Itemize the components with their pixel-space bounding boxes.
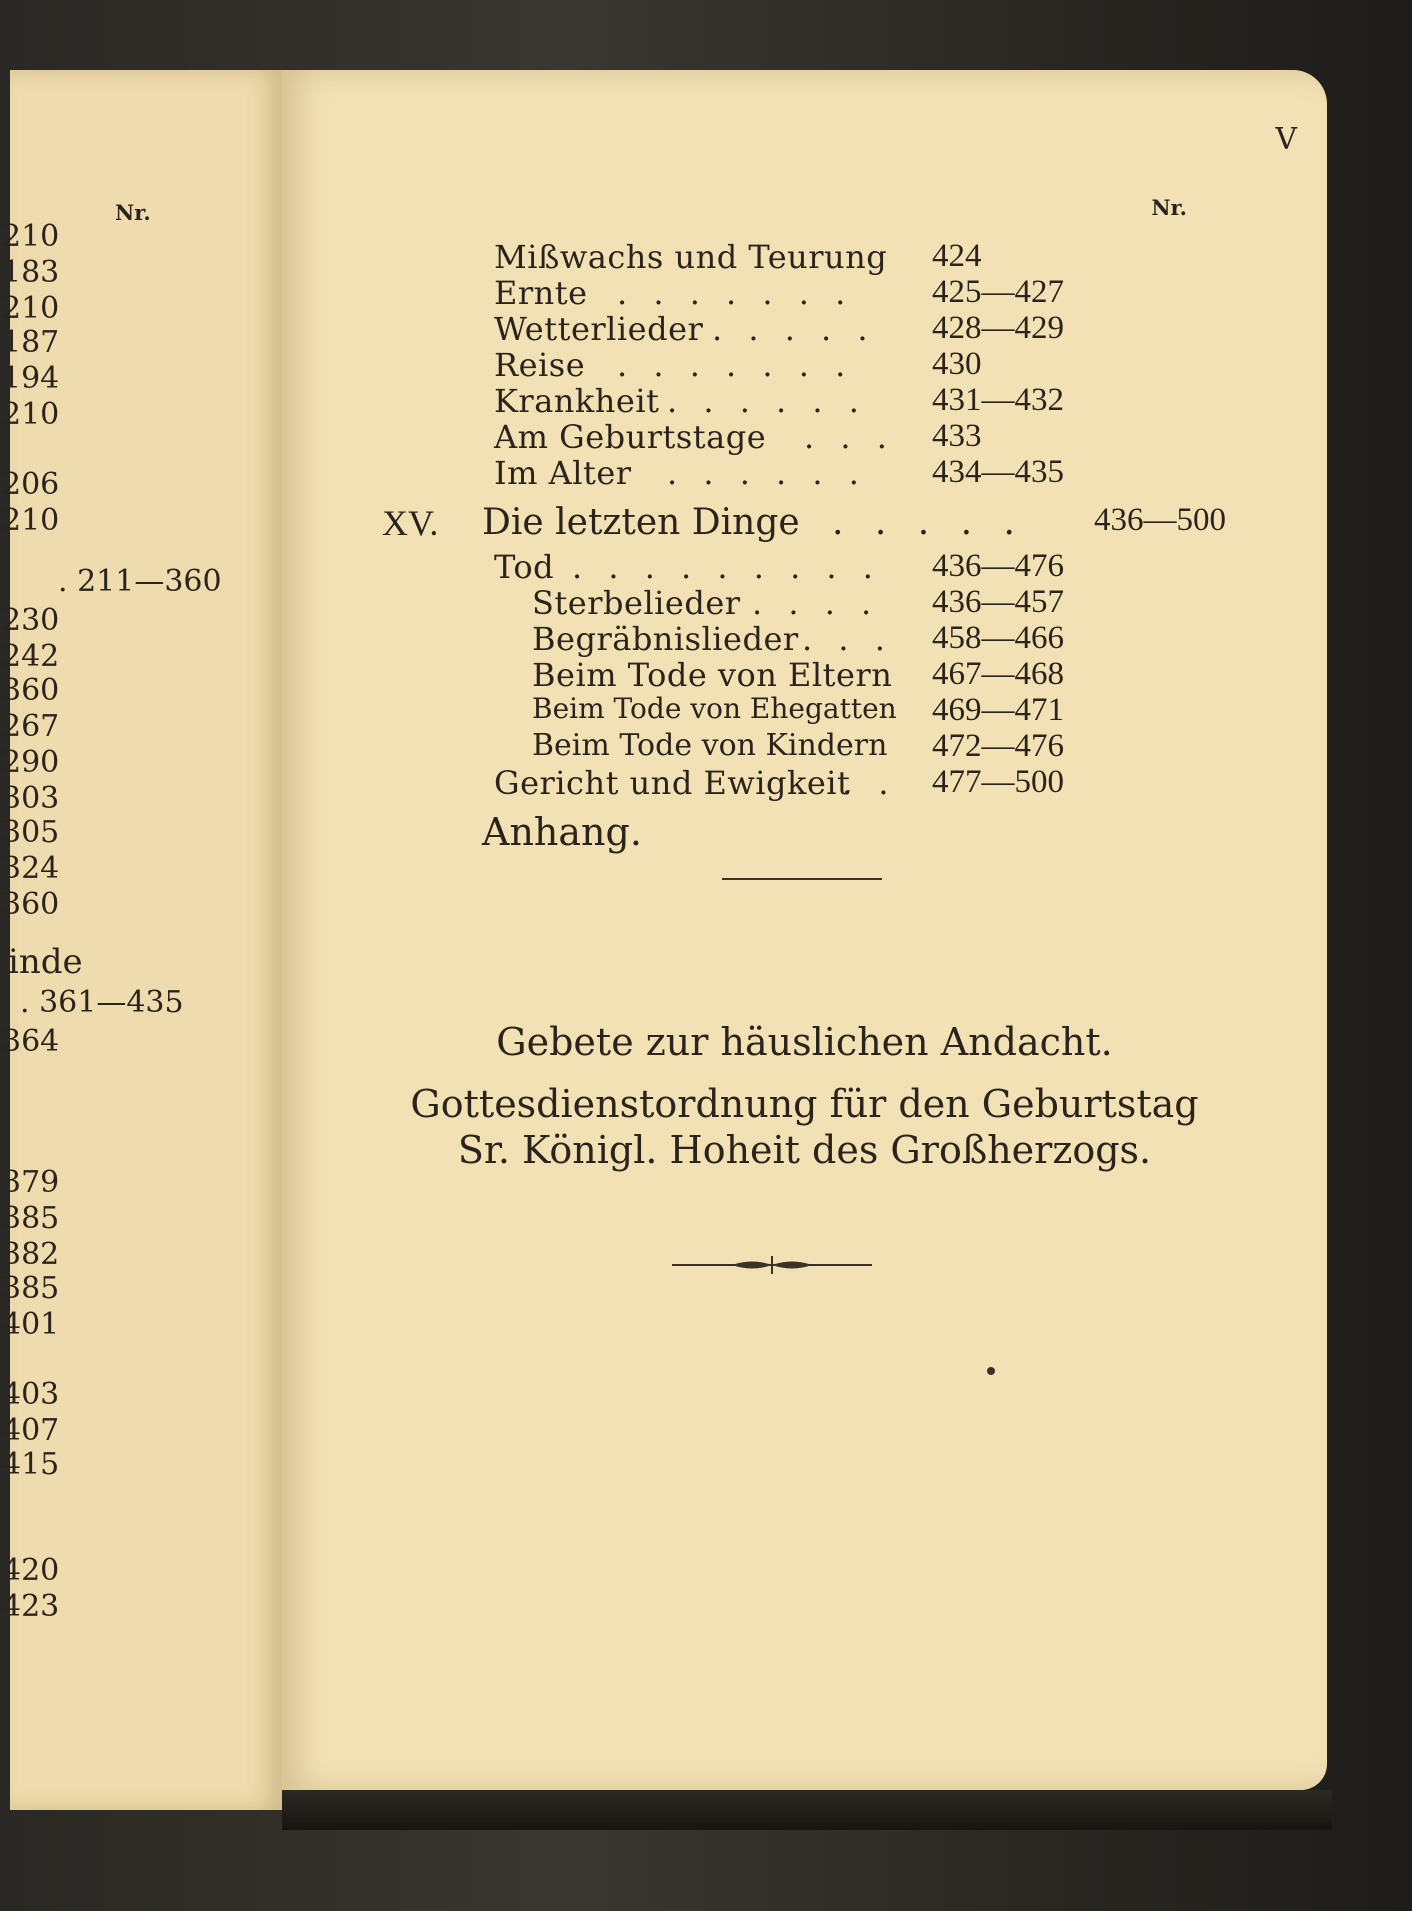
section-title: Die letzten Dinge <box>482 502 800 543</box>
toc-entry-number: 472—476 <box>932 728 1064 764</box>
anhang-heading: Anhang. <box>482 810 642 854</box>
toc-entry-number: 431—432 <box>932 382 1064 418</box>
left-number: 360 <box>2 673 60 708</box>
toc-entry-title: Beim Tode von Eltern <box>532 656 893 694</box>
left-number: 360 <box>2 887 60 922</box>
left-page <box>2 70 285 1810</box>
toc-entry-number: 436—457 <box>932 584 1064 620</box>
left-number: 267 <box>2 709 60 744</box>
toc-entry-title: Begräbnislieder <box>532 620 799 658</box>
left-number: 385 <box>2 1271 60 1306</box>
toc-leader-dots: . . . . . . . . . <box>572 548 881 586</box>
right-nr-label: Nr. <box>1151 195 1187 220</box>
horizontal-rule <box>722 878 882 880</box>
toc-entry-number: 430 <box>932 346 982 382</box>
appendix-line: Gebete zur häuslichen Andacht. <box>496 1020 1113 1064</box>
toc-entry-title: Am Geburtstage <box>494 418 767 456</box>
left-number: 420 <box>2 1553 60 1588</box>
left-number: 206 <box>2 467 60 502</box>
page-number: V <box>1275 122 1297 157</box>
left-number: 210 <box>2 397 60 432</box>
toc-entry-number: 428—429 <box>932 310 1064 346</box>
left-number: 210 <box>2 219 60 254</box>
toc-subentry <box>282 656 1327 692</box>
toc-entry-number: 434—435 <box>932 454 1064 490</box>
left-number: 415 <box>2 1447 60 1482</box>
toc-leader-dots: . . . <box>804 418 895 456</box>
appendix-line: Sr. Königl. Hoheit des Großherzogs. <box>457 1128 1152 1172</box>
toc-leader-dots: . . . <box>802 620 893 658</box>
toc-entry <box>282 764 1327 800</box>
toc-subentry <box>282 728 1327 764</box>
toc-entry-number: 424 <box>932 238 982 274</box>
toc-entry-number: 458—466 <box>932 620 1064 656</box>
toc-leader-dots: . . . . . . . <box>617 346 854 384</box>
toc-entry-number: 477—500 <box>932 764 1064 800</box>
toc-entry <box>282 382 1327 418</box>
left-number: 242 <box>2 639 60 674</box>
left-range-ref: . 361—435 <box>20 985 184 1020</box>
toc-entry-title: Wetterlieder <box>494 310 704 348</box>
toc-entry <box>282 454 1327 490</box>
toc-leader-dots: . . . . . <box>832 502 1025 543</box>
left-number: 423 <box>2 1589 60 1624</box>
toc-leader-dots: . . . . <box>752 584 880 622</box>
left-number: 187 <box>2 325 60 360</box>
left-number: 303 <box>2 781 60 816</box>
left-number: 364 <box>2 1024 60 1059</box>
toc-entry <box>282 346 1327 382</box>
left-number: 194 <box>2 361 60 396</box>
toc-subentry <box>282 620 1327 656</box>
toc-entry-title: Mißwachs und Teurung <box>494 238 888 276</box>
toc-entry-title: Gericht und Ewigkeit <box>494 764 851 802</box>
left-number: 403 <box>2 1377 60 1412</box>
toc-entry-number: 433 <box>932 418 982 454</box>
right-page <box>282 70 1327 1790</box>
toc-entry-number: 467—468 <box>932 656 1064 692</box>
toc-entry-title: Sterbelieder <box>532 584 741 622</box>
toc-entry-title: Ernte <box>494 274 588 312</box>
section-number-range: 436—500 <box>1094 502 1226 538</box>
left-nr-label: Nr. <box>115 200 151 225</box>
left-number: 407 <box>2 1413 60 1448</box>
left-number: 379 <box>2 1165 60 1200</box>
toc-entry-title: Beim Tode von Kindern <box>532 728 888 763</box>
ornament-divider-icon <box>672 1250 872 1280</box>
toc-entry <box>282 418 1327 454</box>
toc-entry-title: Im Alter <box>494 454 632 492</box>
left-number: 290 <box>2 745 60 780</box>
toc-entry-title: Krankheit <box>494 382 660 420</box>
toc-entry <box>282 274 1327 310</box>
left-number: 210 <box>2 503 60 538</box>
left-number: 324 <box>2 851 60 886</box>
toc-entry <box>282 238 1327 274</box>
appendix-line: Gottesdienstordnung für den Geburtstag <box>410 1082 1199 1126</box>
left-number: 305 <box>2 815 60 850</box>
toc-leader-dots: . . . . . . <box>667 454 867 492</box>
toc-subentry <box>282 584 1327 620</box>
left-number: 210 <box>2 291 60 326</box>
left-number: 385 <box>2 1201 60 1236</box>
ink-speck <box>987 1367 995 1375</box>
book-bottom-edge <box>282 1790 1332 1830</box>
section-roman-numeral: XV. <box>382 503 439 543</box>
toc-entry-title: Reise <box>494 346 586 384</box>
toc-leader-dots: . . <box>842 764 897 802</box>
toc-entry-title: Tod <box>494 548 555 586</box>
left-fragment-word: inde <box>8 942 83 982</box>
left-number: 230 <box>2 603 60 638</box>
toc-section <box>282 502 1327 542</box>
toc-leader-dots: . . . . . <box>712 310 876 348</box>
toc-subentry <box>282 692 1327 728</box>
toc-entry <box>282 548 1327 584</box>
toc-entry-number: 469—471 <box>932 692 1064 728</box>
left-number: 382 <box>2 1237 60 1272</box>
left-number: 183 <box>2 255 60 290</box>
left-range-ref: . 211—360 <box>58 564 222 599</box>
toc-entry-number: 425—427 <box>932 274 1064 310</box>
toc-entry-number: 436—476 <box>932 548 1064 584</box>
toc-entry-title: Beim Tode von Ehegatten <box>532 692 897 725</box>
toc-leader-dots: . . . . . . <box>667 382 867 420</box>
left-number: 401 <box>2 1307 60 1342</box>
toc-entry <box>282 310 1327 346</box>
toc-leader-dots: . . . . . . . <box>617 274 854 312</box>
